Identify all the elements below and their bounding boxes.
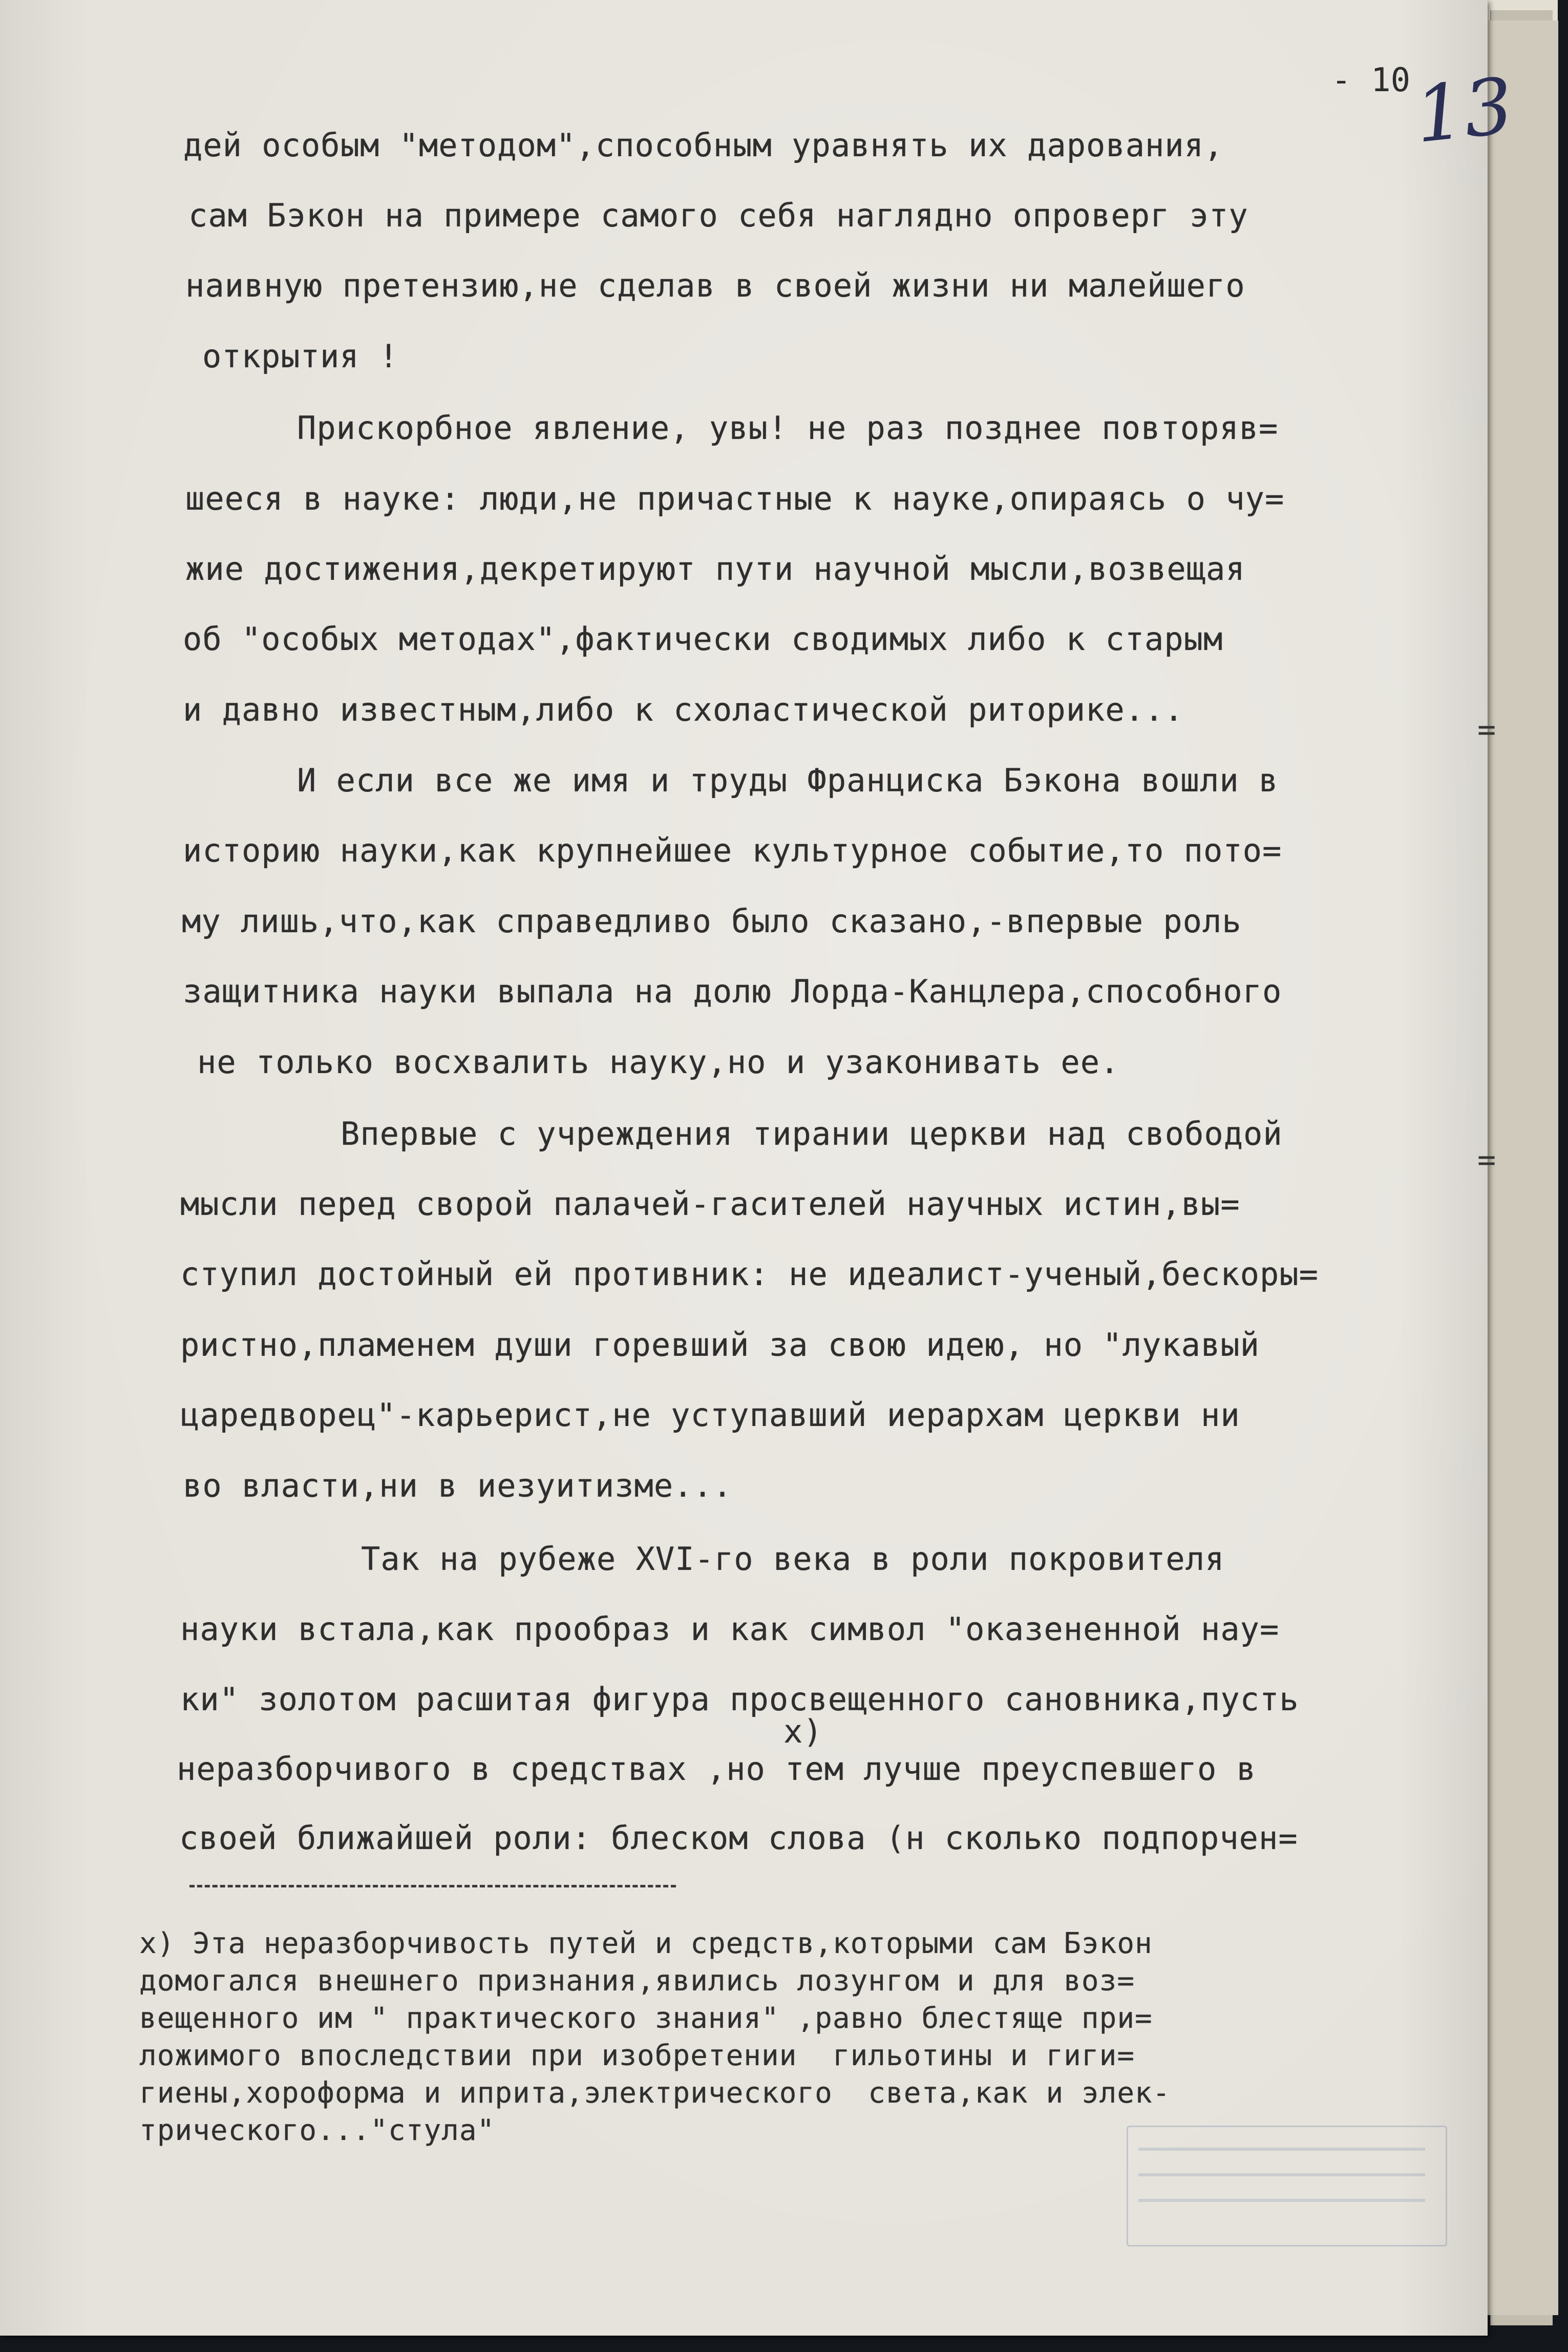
body-line: и давно известным,либо к схоластической риторике... bbox=[183, 691, 1184, 728]
handwritten-folio-number: 13 bbox=[1411, 61, 1518, 161]
footnote-line: домогался внешнего признания,явились лозунгом и для воз= bbox=[139, 1964, 1135, 1998]
body-line: ристно,пламенем души горевший за свою идею, но "лукавый bbox=[180, 1326, 1260, 1363]
faint-stamp bbox=[1127, 2126, 1447, 2246]
body-line: защитника науки выпала на долю Лорда-Канцлера,способного bbox=[183, 973, 1282, 1010]
footnote-reference: x) bbox=[783, 1713, 823, 1750]
footnote-line: гиены,хороформа и иприта,электрического света,как и элек- bbox=[139, 2076, 1171, 2110]
footnote-separator bbox=[189, 1885, 676, 1887]
body-line: во власти,ни в иезуитизме... bbox=[183, 1467, 733, 1504]
body-line: И если все же имя и труды Франциска Бэкона вошли в bbox=[297, 762, 1279, 799]
body-line: науки встала,как прообраз и как символ "оказененной нау= bbox=[180, 1610, 1280, 1648]
body-line: не только восхвалить науку,но и узаконивать ее. bbox=[197, 1043, 1120, 1081]
body-line: мысли перед сворой палачей-гасителей научных истин,вы= bbox=[180, 1185, 1240, 1223]
footnote-line: вещенного им " практического знания" ,равно блестяще при= bbox=[139, 2002, 1153, 2035]
body-line: царедворец"-карьерист,не уступавший иерархам церкви ни bbox=[180, 1396, 1240, 1434]
footnote-line: ложимого впоследствии при изобретении гильотины и гиги= bbox=[139, 2039, 1135, 2072]
margin-mark: = bbox=[1477, 1142, 1496, 1178]
body-line: Впервые с учреждения тирании церкви над свободой bbox=[341, 1115, 1283, 1152]
body-line: му лишь,что,как справедливо было сказано,-впервые роль bbox=[182, 902, 1242, 940]
body-line: ки" золотом расшитая фигура просвещенного сановника,пусть bbox=[180, 1681, 1299, 1718]
body-line: открытия ! bbox=[202, 338, 399, 375]
body-line: Так на рубеже XVI-го века в роли покровителя bbox=[361, 1540, 1225, 1578]
body-line: неразборчивого в средствах ,но тем лучше преуспевшего в bbox=[177, 1750, 1256, 1788]
body-line: шееся в науке: люди,не причастные к науке,опираясь о чу= bbox=[185, 480, 1285, 517]
body-line: историю науки,как крупнейшее культурное событие,то пото= bbox=[183, 832, 1282, 869]
page-number: - 10 bbox=[1331, 61, 1411, 99]
body-line: наивную претензию,не сделав в своей жизни ни малейшего bbox=[185, 267, 1245, 304]
body-line: дей особым "методом",способным уравнять их дарования, bbox=[183, 127, 1224, 164]
body-line: жие достижения,декретируют пути научной мысли,возвещая bbox=[185, 550, 1245, 587]
footnote-line: x) Эта неразборчивость путей и средств,которыми сам Бэкон bbox=[139, 1927, 1153, 1960]
body-line: сам Бэкон на примере самого себя наглядно опроверг эту bbox=[188, 197, 1248, 234]
footnote-line: трического..."стула" bbox=[139, 2114, 495, 2147]
body-line: ступил достойный ей противник: не идеалист-ученый,бескоры= bbox=[180, 1255, 1319, 1293]
margin-mark: = bbox=[1477, 712, 1496, 748]
body-line: своей ближайшей роли: блеском слова (н сколько подпорчен= bbox=[179, 1819, 1298, 1857]
body-line: Прискорбное явление, увы! не раз позднее повторяв= bbox=[297, 409, 1279, 447]
body-line: об "особых методах",фактически сводимых либо к старым bbox=[183, 620, 1223, 658]
